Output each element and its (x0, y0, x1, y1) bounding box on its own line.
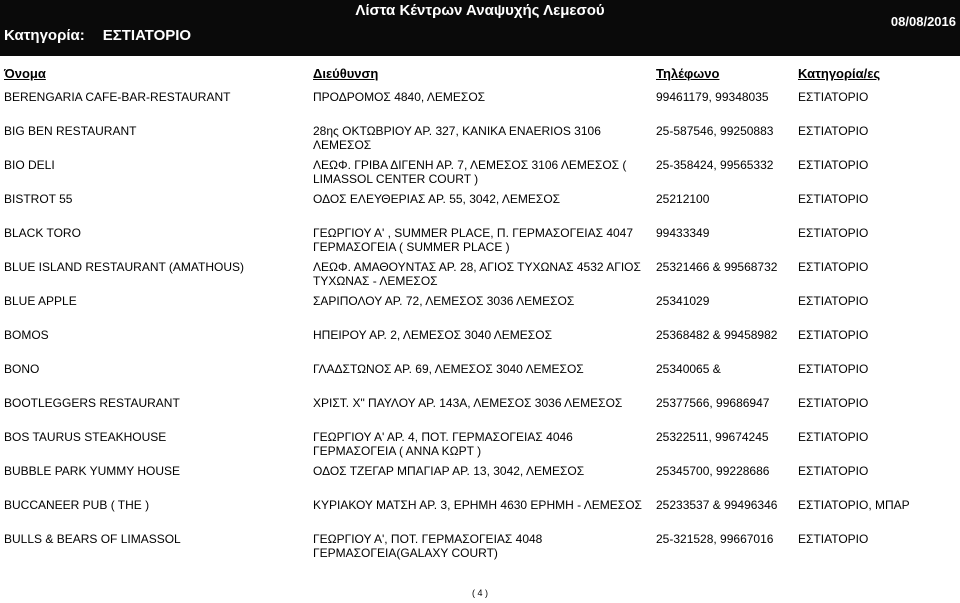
cell-name: BISTROT 55 (4, 192, 73, 206)
cell-category: ΕΣΤΙΑΤΟΡΙΟ (798, 328, 869, 342)
category-value: ΕΣΤΙΑΤΟΡΙΟ (102, 27, 192, 44)
cell-phone: 25212100 (656, 192, 710, 206)
cell-name: BIO DELI (4, 158, 55, 172)
cell-category: ΕΣΤΙΑΤΟΡΙΟ (798, 396, 869, 410)
cell-address: ΓΕΩΡΓΙΟΥ Α' ΑΡ. 4, ΠΟΤ. ΓΕΡΜΑΣΟΓΕΙΑΣ 4046 ΓΕΡΜΑΣΟΓΕΙΑ ( ΑΝΝΑ ΚΩΡΤ ) (313, 430, 573, 458)
cell-category: ΕΣΤΙΑΤΟΡΙΟ (798, 124, 869, 138)
cell-name: BOMOS (4, 328, 49, 342)
category-filter (4, 27, 191, 44)
cell-category: ΕΣΤΙΑΤΟΡΙΟ (798, 464, 869, 478)
cell-name: BLUE ISLAND RESTAURANT (AMATHOUS) (4, 260, 245, 274)
cell-phone: 25377566, 99686947 (656, 396, 770, 410)
cell-phone: 25-321528, 99667016 (656, 532, 774, 546)
cell-address: ΓΕΩΡΓΙΟΥ Α', ΠΟΤ. ΓΕΡΜΑΣΟΓΕΙΑΣ 4048 ΓΕΡΜΑΣΟΓΕΙΑ(GALAXY COURT) (313, 532, 543, 560)
report-header (0, 0, 960, 56)
cell-phone: 25322511, 99674245 (656, 430, 769, 444)
cell-phone: 25-358424, 99565332 (656, 158, 774, 172)
cell-name: BERENGARIA CAFE-BAR-RESTAURANT (4, 90, 231, 104)
cell-phone: 25340065 & (656, 362, 721, 376)
cell-address: ΟΔΟΣ ΤΖΕΓΑΡ ΜΠΑΓΙΑΡ ΑΡ. 13, 3042, ΛΕΜΕΣΟΣ (313, 464, 585, 478)
cell-name: BONO (4, 362, 40, 376)
cell-category: ΕΣΤΙΑΤΟΡΙΟ (798, 226, 869, 240)
cell-address: ΓΛΑΔΣΤΩΝΟΣ ΑΡ. 69, ΛΕΜΕΣΟΣ 3040 ΛΕΜΕΣΟΣ (313, 362, 584, 376)
cell-name: BOOTLEGGERS RESTAURANT (4, 396, 180, 410)
report-date: 08/08/2016 (890, 14, 956, 29)
cell-address: ΛΕΩΦ. ΑΜΑΘΟΥΝΤΑΣ ΑΡ. 28, ΑΓΙΟΣ ΤΥΧΩΝΑΣ 4532 ΑΓΙΟΣ ΤΥΧΩΝΑΣ - ΛΕΜΕΣΟΣ (313, 260, 641, 288)
cell-category: ΕΣΤΙΑΤΟΡΙΟ (798, 158, 869, 172)
cell-category: ΕΣΤΙΑΤΟΡΙΟ (798, 532, 869, 546)
cell-category: ΕΣΤΙΑΤΟΡΙΟ (798, 430, 869, 444)
cell-name: BIG BEN RESTAURANT (4, 124, 137, 138)
cell-phone: 25233537 & 99496346 (656, 498, 778, 512)
page-number: ( 4 ) (471, 588, 488, 598)
cell-category: ΕΣΤΙΑΤΟΡΙΟ (798, 192, 869, 206)
cell-phone: 25-587546, 99250883 (656, 124, 774, 138)
cell-address: ΛΕΩΦ. ΓΡΙΒΑ ΔΙΓΕΝΗ ΑΡ. 7, ΛΕΜΕΣΟΣ 3106 ΛΕΜΕΣΟΣ ( LIMASSOL CENTER COURT ) (313, 158, 627, 186)
category-label: Κατηγορία: (4, 27, 85, 44)
cell-category: ΕΣΤΙΑΤΟΡΙΟ (798, 362, 869, 376)
column-header-name: Όνομα (4, 66, 46, 81)
cell-name: BLACK TORO (4, 226, 81, 240)
report-title: Λίστα Κέντρων Αναψυχής Λεμεσού (355, 2, 605, 19)
cell-address: ΟΔΟΣ ΕΛΕΥΘΕΡΙΑΣ ΑΡ. 55, 3042, ΛΕΜΕΣΟΣ (313, 192, 561, 206)
cell-name: BUCCANEER PUB ( THE ) (4, 498, 150, 512)
cell-category: ΕΣΤΙΑΤΟΡΙΟ (798, 90, 869, 104)
column-header-address: Διεύθυνση (313, 66, 379, 81)
cell-phone: 99433349 (656, 226, 710, 240)
column-header-phone: Τηλέφωνο (656, 66, 720, 81)
cell-category: ΕΣΤΙΑΤΟΡΙΟ (798, 294, 869, 308)
cell-address: ΓΕΩΡΓΙΟΥ Α' , SUMMER PLACE, Π. ΓΕΡΜΑΣΟΓΕΙΑΣ 4047 ΓΕΡΜΑΣΟΓΕΙΑ ( SUMMER PLACE ) (313, 226, 634, 254)
cell-address: ΧΡΙΣΤ. Χ" ΠΑΥΛΟΥ ΑΡ. 143Α, ΛΕΜΕΣΟΣ 3036 ΛΕΜΕΣΟΣ (313, 396, 623, 410)
cell-phone: 25321466 & 99568732 (656, 260, 778, 274)
cell-phone: 25345700, 99228686 (656, 464, 770, 478)
cell-name: BUBBLE PARK YUMMY HOUSE (4, 464, 181, 478)
cell-phone: 99461179, 99348035 (656, 90, 769, 104)
cell-address: 28ης ΟΚΤΩΒΡΙΟΥ ΑΡ. 327, KANIKA ENAERIOS 3106 ΛΕΜΕΣΟΣ (313, 124, 601, 152)
cell-category: ΕΣΤΙΑΤΟΡΙΟ, ΜΠΑΡ (798, 498, 910, 512)
cell-name: BLUE APPLE (4, 294, 77, 308)
cell-category: ΕΣΤΙΑΤΟΡΙΟ (798, 260, 869, 274)
cell-phone: 25368482 & 99458982 (656, 328, 778, 342)
cell-address: ΚΥΡΙΑΚΟΥ ΜΑΤΣΗ ΑΡ. 3, ΕΡΗΜΗ 4630 ΕΡΗΜΗ - ΛΕΜΕΣΟΣ (313, 498, 642, 512)
cell-address: ΗΠΕΙΡΟΥ ΑΡ. 2, ΛΕΜΕΣΟΣ 3040 ΛΕΜΕΣΟΣ (313, 328, 552, 342)
cell-phone: 25341029 (656, 294, 710, 308)
cell-address: ΣΑΡΙΠΟΛΟΥ ΑΡ. 72, ΛΕΜΕΣΟΣ 3036 ΛΕΜΕΣΟΣ (313, 294, 575, 308)
column-header-category: Κατηγορία/ες (798, 66, 881, 81)
cell-name: BULLS & BEARS OF LIMASSOL (4, 532, 181, 546)
cell-address: ΠΡΟΔΡΟΜΟΣ 4840, ΛΕΜΕΣΟΣ (313, 90, 486, 104)
cell-name: BOS TAURUS STEAKHOUSE (4, 430, 167, 444)
